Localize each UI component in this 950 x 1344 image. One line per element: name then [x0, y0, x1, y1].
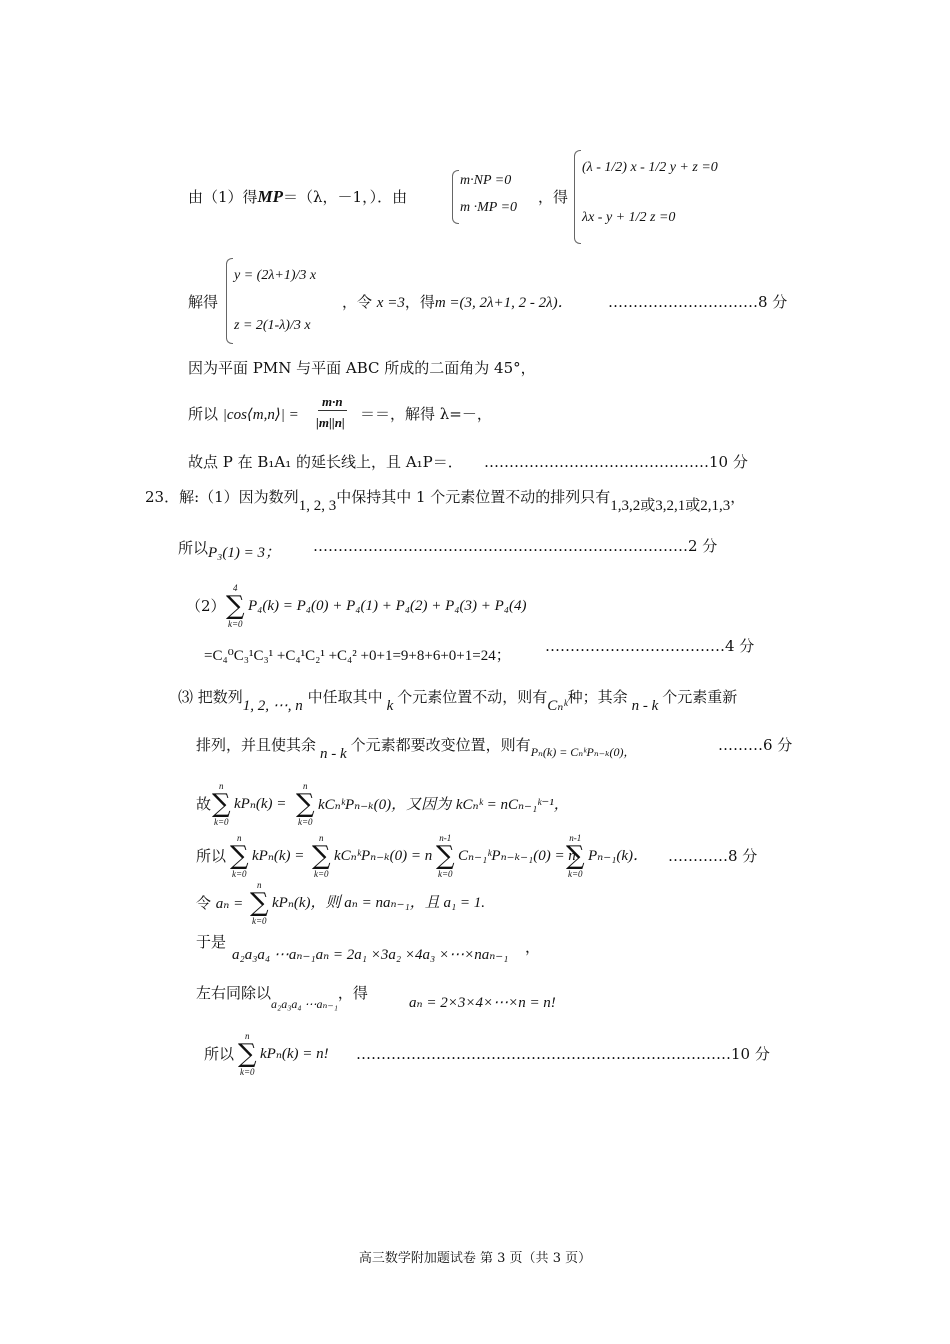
sum-sign-2	[212, 781, 231, 827]
p23-line9-a	[196, 893, 243, 914]
p23-line12-a: 所以	[204, 1045, 235, 1063]
score-8-b: …………8 分	[668, 847, 758, 865]
system-brace-2	[574, 150, 581, 244]
math-product: a₂a₃a₄ ⋯aₙ₋₁	[271, 997, 338, 1011]
p23-line8-b: kPₙ(k) =	[252, 848, 305, 864]
sum-upper: n	[257, 880, 262, 890]
text: ＝（λ，－1，）．由	[283, 188, 408, 206]
system2-row1: (λ - 1/2) x - 1/2 y + z =0	[582, 160, 718, 175]
system1-row2: m ·MP =0	[460, 200, 518, 215]
math-n-minus-k: n - k	[320, 746, 347, 762]
p23-line11-result: aₙ = 2×3×4×⋯×n = n!	[409, 995, 556, 1011]
sum-upper: n	[219, 781, 224, 791]
p23-line7-c	[318, 794, 569, 815]
p23-line8-a: 所以	[196, 847, 227, 865]
p22-line4	[188, 404, 299, 425]
p23-line3-expr: P₄(k) = P₄(0) + P₄(1) + P₄(2) + P₄(3) + P₄(4)	[248, 598, 527, 614]
system3-row1: y = (2λ+1)/3 x	[234, 268, 317, 283]
p23-line10	[196, 932, 226, 952]
sum-upper: n	[237, 833, 242, 843]
math-p3: P₃(1) = 3；	[208, 545, 281, 561]
p23-line5	[178, 687, 738, 714]
system-brace-3	[226, 258, 233, 344]
text: 中保持其中 1 个元素位置不动的排列只有	[336, 488, 611, 506]
score-8-a: …………………………8 分	[608, 293, 788, 311]
text: ，得	[404, 293, 435, 311]
p23-line3-label: （2）	[186, 597, 226, 615]
sum-sign-8	[250, 880, 269, 926]
math-cos-abs: |cos⟨m,n⟩| =	[222, 407, 299, 423]
text: 由（1）得	[188, 188, 258, 206]
text: 个元素都要改变位置，则有	[350, 736, 531, 754]
sum-sign-6	[436, 833, 455, 879]
p23-line7-b: kPₙ(k) =	[234, 796, 287, 812]
score-2: …………………………………………………………………2 分	[313, 537, 718, 555]
math-m-vector: m =(3, 2λ+1, 2 - 2λ)．	[434, 295, 573, 311]
sum-lower: k=0	[251, 916, 267, 926]
sum-upper: n-1	[439, 833, 452, 843]
sigma-icon: ∑	[212, 789, 231, 819]
p22-line1-get: ，得	[538, 188, 569, 206]
sum-lower: k=0	[313, 869, 329, 879]
math-permutations: 1,3,2或3,2,1或2,1,3	[610, 498, 731, 514]
math-n-minus-k: n - k	[631, 698, 659, 714]
p23-line8-d: Cₙ₋₁ᵏPₙ₋ₖ₋₁(0) = n	[458, 848, 576, 864]
sigma-icon: ∑	[238, 1039, 257, 1069]
system-brace-1	[452, 170, 459, 224]
p23-line10-comma: ，	[525, 938, 541, 956]
text: 所以	[178, 539, 209, 557]
p23-line9-b: kPₙ(k)，则 aₙ = naₙ₋₁，且 a₁ = 1.	[272, 895, 486, 911]
p23-line1	[145, 487, 746, 514]
text: 排列，并且使其余	[196, 736, 317, 754]
sum-sign-3	[296, 781, 315, 827]
sigma-icon: ∑	[566, 841, 585, 871]
sum-lower: k=0	[231, 869, 247, 879]
math-expr: kCₙᵏPₙ₋ₖ(0)，又因为	[318, 797, 452, 813]
sum-upper: n	[245, 1031, 250, 1041]
score-10-b: …………………………………………………………………10 分	[356, 1045, 770, 1063]
sigma-icon: ∑	[250, 888, 269, 918]
sigma-icon: ∑	[296, 789, 315, 819]
p22-line5: 故点 P 在 B₁A₁ 的延长线上，且 A₁P＝．	[188, 453, 463, 471]
p23-line6	[196, 735, 636, 762]
sum-lower: k=0	[213, 817, 229, 827]
sum-lower: k=0	[227, 619, 243, 629]
text: 种；其余	[567, 688, 628, 706]
math-k: k	[386, 698, 394, 714]
vector-mp: MP	[257, 187, 284, 206]
score-6: ………6 分	[718, 736, 793, 754]
dot-product-numerator: m·n	[318, 394, 347, 411]
p22-line4-rest: ＝＝，解得 λ=－，	[360, 405, 492, 423]
sum-upper: n	[303, 781, 308, 791]
score-10-a: ………………………………………10 分	[484, 453, 748, 471]
system2-row2: λx - y + 1/2 z =0	[582, 210, 676, 225]
sum-sign-7	[566, 833, 585, 879]
sum-upper: n	[319, 833, 324, 843]
p23-line11	[196, 983, 368, 1011]
text: 个元素重新	[662, 688, 738, 706]
text: 23．解:（1）因为数列	[145, 488, 299, 506]
text: 所以	[188, 405, 219, 423]
sum-lower: k=0	[239, 1067, 255, 1077]
p23-line8-c: kCₙᵏPₙ₋ₖ(0) = n	[334, 848, 433, 864]
p22-line3: 因为平面 PMN 与平面 ABC 所成的二面角为 45°，	[188, 359, 536, 377]
text: ，	[730, 488, 746, 506]
p23-line12-b: kPₙ(k) = n!	[260, 1046, 329, 1062]
p23-line8-e: Pₙ₋₁(k)．	[588, 848, 649, 864]
page-footer: 高三数学附加题试卷 第 3 页（共 3 页）	[358, 1251, 592, 1266]
sum-upper: n-1	[569, 833, 582, 843]
text: ，得	[337, 984, 368, 1002]
p23-line4: =C₄⁰C₃¹C₃¹ +C₄¹C₂¹ +C₄² +0+1=9+8+6+0+1=24；	[204, 648, 511, 664]
sigma-icon: ∑	[436, 841, 455, 871]
math-cnk: Cₙᵏ	[547, 698, 568, 714]
p23-line2	[178, 538, 280, 559]
sum-lower: k=0	[567, 869, 583, 879]
math-seq-n: 1, 2, ⋯, n	[242, 698, 303, 714]
p22-line1-text	[188, 187, 407, 207]
text: 个元素位置不动，则有	[397, 688, 548, 706]
p23-line10-expr: a₂a₃a₄ ⋯aₙ₋₁aₙ = 2a₁ ×3a₂ ×4a₃ ×⋯×naₙ₋₁	[232, 947, 509, 963]
sigma-icon: ∑	[312, 841, 331, 871]
sigma-icon: ∑	[226, 591, 245, 621]
p22-line2-rest	[342, 292, 573, 313]
sum-upper: 4	[233, 583, 238, 593]
score-4: ………………………………4 分	[545, 637, 755, 655]
sigma-icon: ∑	[230, 841, 249, 871]
norm-product-denominator: |m||n|	[316, 415, 345, 430]
system1-row1: m·NP =0	[460, 173, 512, 188]
p22-line2-solve: 解得	[188, 293, 219, 311]
sum-lower: k=0	[437, 869, 453, 879]
text: ，令	[342, 293, 373, 311]
text: 于是	[196, 933, 227, 951]
sum-sign-4	[230, 833, 249, 879]
system3-row2: z = 2(1-λ)/3 x	[234, 318, 311, 333]
text: 左右同除以	[196, 984, 272, 1002]
text: ⑶ 把数列	[178, 688, 243, 706]
math-pn-formula: Pₙ(k) = CₙᵏPₙ₋ₖ(0)，	[530, 745, 636, 759]
math-x3: x =3	[376, 295, 405, 311]
text: 中任取其中	[307, 688, 383, 706]
sum-sign-1	[226, 583, 245, 629]
p23-line7-a: 故	[196, 795, 212, 813]
sum-sign-5	[312, 833, 331, 879]
sum-sign-9	[238, 1031, 257, 1077]
math-an: aₙ =	[215, 896, 244, 912]
text: 令	[196, 894, 212, 912]
math-identity: kCₙᵏ = nCₙ₋₁ᵏ⁻¹，	[455, 797, 569, 813]
math-seq-123: 1, 2, 3	[298, 498, 337, 514]
sum-lower: k=0	[297, 817, 313, 827]
